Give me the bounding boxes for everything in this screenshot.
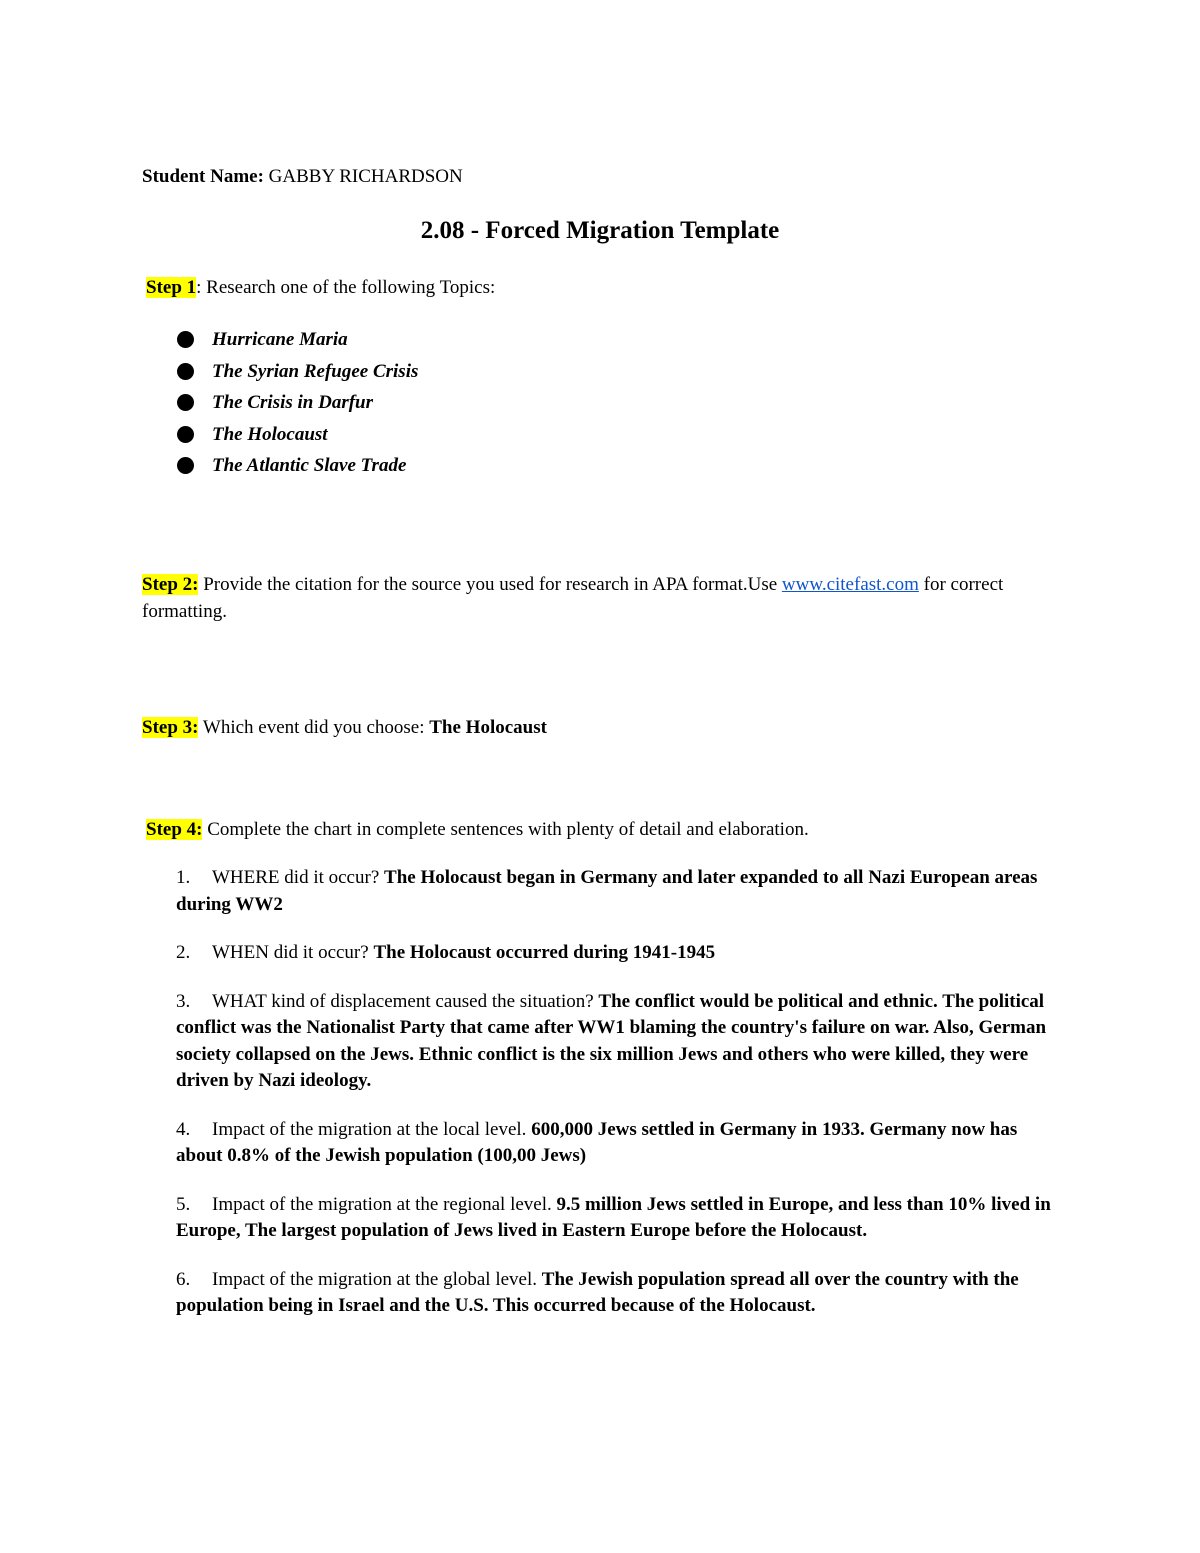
answer-list	[176, 865, 1066, 1342]
citefast-link[interactable]: www.citefast.com	[781, 574, 919, 595]
step-4	[146, 816, 1066, 843]
item-answer: 9.5 million Jews settled in Europe, and less than 10% lived in Europe, The largest population of Jews lived in Eastern Europe before the Holocaust.	[176, 1193, 1051, 1241]
topic-label: The Holocaust	[212, 423, 328, 445]
topic-label: The Syrian Refugee Crisis	[212, 360, 419, 382]
bullet-icon	[177, 457, 194, 474]
topic-label: The Atlantic Slave Trade	[212, 455, 407, 476]
item-question: Impact of the migration at the global level.	[212, 1268, 542, 1290]
item-number: 2.	[176, 942, 191, 963]
item-question: Impact of the migration at the local level.	[212, 1118, 532, 1140]
item-number: 6.	[176, 1268, 191, 1290]
topic-label: The Crisis in Darfur	[212, 392, 374, 413]
step-3	[142, 714, 1062, 741]
document-title: 2.08 - Forced Migration Template	[420, 217, 780, 244]
step-3-text: Which event did you choose:	[198, 717, 430, 738]
item-question: Impact of the migration at the regional level.	[212, 1193, 557, 1215]
item-number: 1.	[176, 867, 191, 888]
item-answer: The conflict would be political and ethnic. The political conflict was the Nationalist Party that came after WW1 blaming the country's failure on war. Also, German society collapsed on the Jews. Ethnic conflict is the six million Jews and others who were killed, they were driven by Nazi ideology.	[176, 990, 1047, 1091]
step-3-label: Step 3:	[142, 717, 199, 738]
list-item	[176, 452, 418, 484]
item-number: 5.	[176, 1193, 191, 1215]
list-item	[176, 989, 1066, 1095]
step-1-label: Step 1	[146, 277, 197, 298]
item-answer: The Holocaust occurred during 1941-1945	[373, 942, 716, 963]
item-answer: 600,000 Jews settled in Germany in 1933. Germany now has about 0.8% of the Jewish population (100,00 Jews)	[176, 1118, 1018, 1166]
step-1-text: : Research one of the following Topics:	[196, 277, 496, 298]
list-item	[176, 358, 418, 390]
item-number: 3.	[176, 990, 191, 1012]
list-item	[176, 940, 1066, 967]
topic-list	[176, 326, 418, 484]
step-2-label: Step 2:	[142, 574, 199, 595]
bullet-icon	[177, 331, 194, 348]
step-1	[146, 274, 1066, 301]
bullet-icon	[177, 426, 194, 443]
student-name-line	[142, 166, 463, 188]
list-item	[176, 389, 418, 421]
item-number: 4.	[176, 1118, 191, 1140]
bullet-icon	[177, 394, 194, 411]
item-question: WHEN did it occur?	[212, 942, 374, 963]
step-4-text: Complete the chart in complete sentences with plenty of detail and elaboration.	[202, 819, 809, 840]
topic-label: Hurricane Maria	[212, 329, 348, 350]
item-answer: The Jewish population spread all over the country with the population being in Israel and the U.S. This occurred because of the Holocaust.	[176, 1268, 1019, 1316]
bullet-icon	[177, 363, 194, 380]
list-item	[176, 1117, 1066, 1170]
item-answer: The Holocaust began in Germany and later expanded to all Nazi European areas during WW2	[176, 867, 1038, 915]
item-question: WHAT kind of displacement caused the situation?	[212, 990, 599, 1012]
list-item	[176, 865, 1066, 918]
step-2	[142, 571, 1062, 625]
list-item	[176, 326, 418, 358]
list-item	[176, 421, 418, 453]
item-question: WHERE did it occur?	[212, 867, 385, 888]
step-4-label: Step 4:	[146, 819, 203, 840]
student-name-value: GABBY RICHARDSON	[268, 166, 463, 187]
step-2-text-before: Provide the citation for the source you used for research in APA format.Use	[198, 574, 782, 595]
step-3-answer: The Holocaust	[429, 717, 547, 738]
list-item	[176, 1192, 1066, 1245]
student-name-label: Student Name:	[142, 166, 264, 187]
step-2-text-after: for correct formatting.	[142, 574, 1004, 622]
list-item	[176, 1267, 1066, 1320]
